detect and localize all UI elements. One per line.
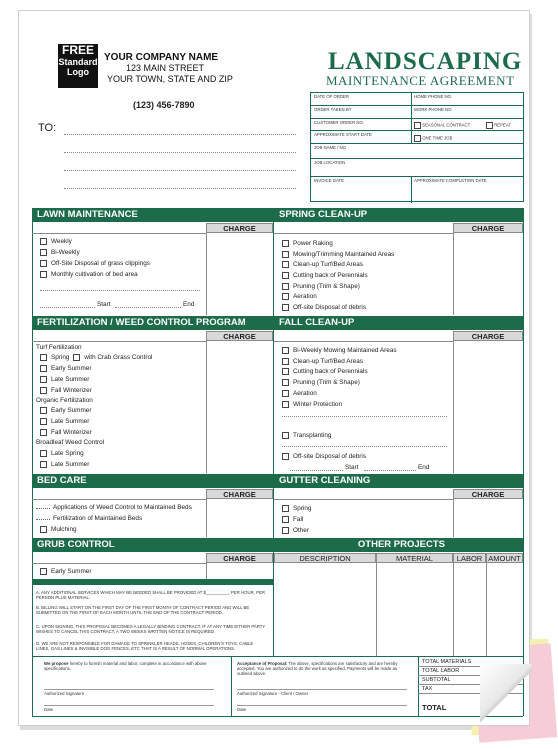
spring-item[interactable] xyxy=(282,271,368,280)
checkbox[interactable] xyxy=(40,407,47,414)
checkbox[interactable] xyxy=(282,261,289,268)
one-time-job-option[interactable] xyxy=(414,135,452,142)
fall-item-label: Clean-up Turf/Bed Areas xyxy=(293,358,363,365)
fert-charge-column xyxy=(206,341,207,473)
acceptance-text-body: The above, specifications are satisfactory and are hereby accepted. You are authorized to do the work as specified. Payments will be made as outlined above. xyxy=(237,661,398,677)
checkbox[interactable] xyxy=(282,293,289,300)
bed-rule xyxy=(32,499,206,500)
fert-item-label: Late Summer xyxy=(51,376,90,383)
footer-top-rule xyxy=(32,656,523,657)
checkbox[interactable] xyxy=(282,379,289,386)
page-curl xyxy=(480,664,532,728)
fall-item-label: Winter Protection xyxy=(293,401,343,408)
fall-item-label: Aeration xyxy=(293,390,317,397)
order-taken-by-field[interactable]: ORDER TAKEN BY xyxy=(314,107,352,112)
checkbox[interactable] xyxy=(282,251,289,258)
grub-rule xyxy=(32,563,206,564)
crab-grass-checkbox[interactable] xyxy=(73,354,80,361)
total-field[interactable]: TOTAL xyxy=(422,703,447,712)
grub-charge-column xyxy=(206,563,207,579)
bed-care-charge-header: CHARGE xyxy=(206,489,273,499)
turf-fertilization-label: Turf Fertilization xyxy=(36,344,82,351)
fert-item[interactable] xyxy=(40,375,89,384)
fall-end-label: End xyxy=(418,464,430,471)
fall-start-label: Start xyxy=(345,464,359,471)
seasonal-contract-option[interactable] xyxy=(414,122,470,129)
fert-item-label: Early Summer xyxy=(51,365,92,372)
transplanting-label: Transplanting xyxy=(293,432,332,439)
checkbox[interactable] xyxy=(282,527,289,534)
info-rule xyxy=(311,118,523,119)
checkbox[interactable] xyxy=(282,304,289,311)
bed-care-blank[interactable] xyxy=(36,519,50,520)
acceptance-date-line[interactable] xyxy=(237,705,407,706)
fall-start-line[interactable] xyxy=(290,470,343,471)
lawn-item[interactable] xyxy=(40,270,138,279)
organic-item[interactable] xyxy=(40,406,91,415)
bed-charge-column xyxy=(206,499,207,537)
lawn-item-label: Weekly xyxy=(51,238,72,245)
other-projects-column xyxy=(453,563,454,656)
organic-item-label: Early Summer xyxy=(51,407,92,414)
fall-rule xyxy=(274,341,453,342)
labor-column-header: LABOR xyxy=(453,553,486,563)
to-line-2[interactable] xyxy=(64,152,296,153)
lawn-item-label: Monthly cultivation of bed area xyxy=(51,271,138,278)
checkbox[interactable] xyxy=(40,526,47,533)
spring-item[interactable] xyxy=(282,303,366,312)
spring-item[interactable] xyxy=(282,282,360,291)
info-rule xyxy=(311,158,523,159)
repeat-option[interactable] xyxy=(486,122,511,129)
fall-item[interactable] xyxy=(282,357,363,366)
checkbox[interactable] xyxy=(282,432,289,439)
spring-item[interactable] xyxy=(282,292,317,301)
company-city: YOUR TOWN, STATE AND ZIP xyxy=(107,74,233,84)
footer-divider xyxy=(231,656,232,716)
lawn-item-label: Bi-Weekly xyxy=(51,249,80,256)
spring-rule xyxy=(274,233,453,234)
fall-item-label: Bi-Weekly Mowing Maintained Areas xyxy=(293,347,397,354)
lawn-notes-line[interactable] xyxy=(40,290,200,291)
fall-disposal-item[interactable] xyxy=(282,452,366,461)
fert-item-spring[interactable] xyxy=(40,353,152,362)
checkbox[interactable] xyxy=(282,401,289,408)
gutter-item[interactable] xyxy=(282,515,303,524)
info-divider xyxy=(411,176,412,203)
checkbox[interactable] xyxy=(282,368,289,375)
gutter-charge-column xyxy=(453,499,454,537)
fert-item[interactable] xyxy=(40,364,91,373)
checkbox[interactable] xyxy=(40,568,47,575)
to-line-3[interactable] xyxy=(64,170,296,171)
bed-care-header: BED CARE xyxy=(32,474,274,488)
info-rule xyxy=(311,176,523,177)
home-phone-field[interactable]: HOME PHONE NO. xyxy=(414,94,453,99)
bed-care-item[interactable] xyxy=(40,525,77,534)
spring-item[interactable] xyxy=(282,260,363,269)
spring-item-label: Aeration xyxy=(293,293,317,300)
broadleaf-item-label: Late Spring xyxy=(51,450,84,457)
job-name-field[interactable]: JOB NAME / NO xyxy=(314,145,346,150)
fall-disposal-label: Off-site Disposal of debris xyxy=(293,453,367,460)
fert-item[interactable] xyxy=(40,386,92,395)
spring-item-label: Cutting back of Perennials xyxy=(293,272,368,279)
acceptance-text xyxy=(237,661,413,677)
spring-item-label: Pruning (Trim & Shape) xyxy=(293,283,360,290)
checkbox[interactable] xyxy=(282,505,289,512)
description-column-header: DESCRIPTION xyxy=(274,553,376,563)
lawn-rule xyxy=(32,233,206,234)
checkbox[interactable] xyxy=(40,365,47,372)
spring-item[interactable] xyxy=(282,239,333,248)
spring-cleanup-header: SPRING CLEAN-UP xyxy=(274,208,524,222)
acceptance-text-bold: Acceptance of Proposal: xyxy=(237,661,288,666)
checkbox[interactable] xyxy=(282,516,289,523)
broadleaf-item[interactable] xyxy=(40,449,84,458)
checkbox[interactable] xyxy=(40,354,47,361)
fall-charge-column xyxy=(453,341,454,473)
company-block xyxy=(104,52,233,85)
lawn-item[interactable] xyxy=(40,248,80,257)
to-line-1[interactable] xyxy=(64,134,296,135)
gutter-rule xyxy=(274,499,453,500)
material-column-header: MATERIAL xyxy=(376,553,453,563)
checkbox[interactable] xyxy=(40,418,47,425)
organic-item[interactable] xyxy=(40,417,89,426)
total-materials-field[interactable]: TOTAL MATERIALS xyxy=(422,659,472,665)
lawn-item-label: Off-Site Disposal of grass clippings xyxy=(51,260,150,267)
gutter-item[interactable] xyxy=(282,526,309,535)
organic-item-label: Late Summer xyxy=(51,418,90,425)
seasonal-contract-label: SEASONAL CONTRACT xyxy=(422,122,471,128)
gutter-item-label: Fall xyxy=(293,516,304,523)
lawn-item[interactable] xyxy=(40,237,72,246)
checkbox[interactable] xyxy=(282,347,289,354)
fall-item[interactable] xyxy=(282,400,342,409)
approx-start-field[interactable]: APPROXIMATE START DATE xyxy=(314,132,372,137)
lawn-start-label: Start xyxy=(97,301,111,308)
footer-divider xyxy=(418,656,419,716)
work-phone-field[interactable]: WORK PHONE NO. xyxy=(414,107,453,112)
spring-item-label: Off-site Disposal of debris xyxy=(293,304,367,311)
fall-item[interactable] xyxy=(282,346,397,355)
grub-item-label: Early Summer xyxy=(51,568,92,575)
fall-charge-header: CHARGE xyxy=(453,331,523,341)
checkbox[interactable] xyxy=(282,272,289,279)
bed-care-item-label: Fertilization of Maintained Beds xyxy=(53,515,143,522)
spring-charge-column xyxy=(453,233,454,315)
fall-end-line[interactable] xyxy=(364,470,416,471)
footer-border xyxy=(32,656,33,716)
organic-item-label: Fall Winterizer xyxy=(51,429,92,436)
terms-bar xyxy=(32,579,273,585)
info-rule xyxy=(311,143,523,144)
date-of-order-field[interactable]: DATE OF ORDER xyxy=(314,94,350,99)
acceptance-date-label: Date xyxy=(237,707,247,712)
client-signature-label: Authorized Signature - Client / Owner xyxy=(237,691,309,696)
tax-field[interactable]: TAX xyxy=(422,686,433,692)
checkbox[interactable] xyxy=(40,387,47,394)
proposal-text-body: hereby to furnish material and labor, complete in accordance with above specifications. xyxy=(44,661,207,672)
grub-charge-header: CHARGE xyxy=(206,553,273,563)
order-info-box xyxy=(310,92,524,202)
organic-fertilization-label: Organic Fertilization xyxy=(36,397,93,404)
checkbox[interactable] xyxy=(282,390,289,397)
company-street: 123 MAIN STREET xyxy=(126,63,205,73)
terms-d: D. WE ARE NOT RESPONSIBLE FOR DAMAGE TO SPRINKLER HEADS, HOSES, CHILDREN'S TOYS, CABLE LINES, GAS LINES & INVISIBLE DOG FENCES, ETC THAT IS A RESULT OF NORMAL OPERATIONS. xyxy=(36,641,254,652)
grub-item[interactable] xyxy=(40,567,91,576)
checkbox[interactable] xyxy=(40,429,47,436)
approx-completion-field[interactable]: APPROXIMATE COMPLETION DATE xyxy=(414,178,487,183)
fall-item-label: Pruning (Trim & Shape) xyxy=(293,379,360,386)
terms-c: C. UPON SIGNING, THIS PROPOSAL BECOMES A LEGALLY BINDING CONTRACT. IF AT ANY TIME EITHER PARTY WISHES TO CANCEL THIS CONTRACT, A TWO WEEKS WRITTEN NOTICE IS REQUIRED. xyxy=(36,624,266,635)
invoice-date-field[interactable]: INVOICE DATE xyxy=(314,178,345,183)
broadleaf-item[interactable] xyxy=(40,460,89,469)
gutter-item-label: Other xyxy=(293,527,309,534)
checkbox[interactable] xyxy=(40,249,47,256)
logo-line2: Standard xyxy=(58,57,98,67)
broadleaf-item-label: Late Summer xyxy=(51,461,90,468)
checkbox[interactable] xyxy=(40,238,47,245)
checkbox[interactable] xyxy=(40,376,47,383)
spring-item[interactable] xyxy=(282,250,394,259)
authorized-signature-line[interactable] xyxy=(44,689,214,690)
bed-care-item-label: Mulching xyxy=(51,526,77,533)
grid-border-left xyxy=(32,208,33,656)
grid-border-right xyxy=(523,208,524,656)
lawn-start-line[interactable] xyxy=(40,307,95,308)
company-phone: (123) 456-7890 xyxy=(133,100,195,110)
info-rule xyxy=(311,105,523,106)
lawn-charge-header: CHARGE xyxy=(206,223,273,233)
logo xyxy=(58,44,98,88)
footer-bottom-rule xyxy=(32,716,523,717)
job-location-field[interactable]: JOB LOCATION xyxy=(314,160,346,165)
checkbox[interactable] xyxy=(40,450,47,457)
bed-care-item[interactable] xyxy=(36,514,142,523)
logo-line3: Logo xyxy=(67,67,89,77)
proposal-text xyxy=(44,661,224,671)
gutter-cleaning-header: GUTTER CLEANING xyxy=(274,474,524,488)
lawn-end-line[interactable] xyxy=(115,307,181,308)
checkbox[interactable] xyxy=(282,283,289,290)
lawn-end-label: End xyxy=(183,301,195,308)
one-time-job-checkbox[interactable] xyxy=(414,135,421,142)
total-labor-field[interactable]: TOTAL LABOR xyxy=(422,668,460,674)
grub-control-header: GRUB CONTROL xyxy=(32,538,274,552)
grid-center-divider xyxy=(273,208,274,656)
client-signature-line[interactable] xyxy=(237,689,407,690)
repeat-checkbox[interactable] xyxy=(486,122,493,129)
seasonal-contract-checkbox[interactable] xyxy=(414,122,421,129)
company-name: YOUR COMPANY NAME xyxy=(104,52,219,63)
other-projects-column xyxy=(486,563,487,656)
proposal-date-label: Date xyxy=(44,707,54,712)
fertilization-charge-header: CHARGE xyxy=(206,331,273,341)
checkbox[interactable] xyxy=(40,260,47,267)
fert-item-label: Fall Winterizer xyxy=(51,387,92,394)
lawn-charge-column xyxy=(206,233,207,315)
broadleaf-label: Broadleaf Weed Control xyxy=(36,439,105,446)
info-rule xyxy=(311,130,523,131)
spring-charge-header: CHARGE xyxy=(453,223,523,233)
fall-notes-line[interactable] xyxy=(282,416,447,417)
fert-rule xyxy=(32,341,206,342)
lawn-maintenance-header: LAWN MAINTENANCE xyxy=(32,208,274,222)
spring-item-label: Clean-up Turf/Bed Areas xyxy=(293,261,363,268)
gutter-item[interactable] xyxy=(282,504,311,513)
terms-b: B. BILLING WILL START ON THE FIRST DAY OF THE FIRST MONTH OF CONTRACT PERIOD AND WILL BE SUBMITTED ON THE FIRST OF EACH MONTH UNTIL THE END OF THE CONTRACT PERIOD. xyxy=(36,605,250,616)
checkbox[interactable] xyxy=(282,453,289,460)
checkbox[interactable] xyxy=(40,461,47,468)
fall-item[interactable] xyxy=(282,367,368,376)
terms-a: A. ANY ADDITIONAL SERVICES WHICH MAY BE NEEDED SHALL BE PROVIDED AT $__________ PER HOUR, PER PERSON PLUS MATERIAL. xyxy=(36,590,265,601)
amount-column-header: AMOUNT xyxy=(486,553,523,563)
fert-spring-label: Spring xyxy=(51,354,70,361)
proposal-text-bold: We propose xyxy=(44,661,69,666)
fall-item[interactable] xyxy=(282,389,317,398)
fall-notes-line[interactable] xyxy=(282,446,447,447)
bed-care-item-label: Applications of Weed Control to Maintained Beds xyxy=(53,504,192,511)
fall-item[interactable] xyxy=(282,378,360,387)
spring-item-label: Power Raking xyxy=(293,240,333,247)
transplanting-item[interactable] xyxy=(282,431,331,440)
checkbox[interactable] xyxy=(40,271,47,278)
proposal-date-line[interactable] xyxy=(44,705,214,706)
gutter-charge-header: CHARGE xyxy=(453,489,523,499)
other-projects-column xyxy=(376,563,377,656)
customer-order-field[interactable]: CUSTOMER ORDER NO. xyxy=(314,120,365,125)
crab-grass-label: with Crab Grass Control xyxy=(84,354,153,361)
checkbox[interactable] xyxy=(282,240,289,247)
fall-item-label: Cutting back of Perennials xyxy=(293,368,368,375)
bed-care-item[interactable] xyxy=(36,503,192,512)
lawn-item[interactable] xyxy=(40,259,150,268)
organic-item[interactable] xyxy=(40,428,92,437)
subtotal-field[interactable]: SUBTOTAL xyxy=(422,677,451,683)
fertilization-header: FERTILIZATION / WEED CONTROL PROGRAM xyxy=(32,316,274,330)
to-line-4[interactable] xyxy=(64,188,296,189)
repeat-label: REPEAT xyxy=(494,122,512,128)
bed-care-blank[interactable] xyxy=(36,508,50,509)
to-label: TO: xyxy=(38,122,57,134)
one-time-job-label: ONE TIME JOB xyxy=(422,135,453,141)
fall-cleanup-header: FALL CLEAN-UP xyxy=(274,316,524,330)
gutter-item-label: Spring xyxy=(293,505,312,512)
authorized-signature-label: Authorized Signature xyxy=(44,691,85,696)
form-title: LANDSCAPING xyxy=(328,48,523,75)
spring-item-label: Mowing/Trimming Maintained Areas xyxy=(293,251,395,258)
logo-line1: FREE xyxy=(61,43,94,57)
form-subtitle: MAINTENANCE AGREEMENT xyxy=(326,73,515,88)
checkbox[interactable] xyxy=(282,358,289,365)
other-projects-header: OTHER PROJECTS xyxy=(274,538,524,552)
